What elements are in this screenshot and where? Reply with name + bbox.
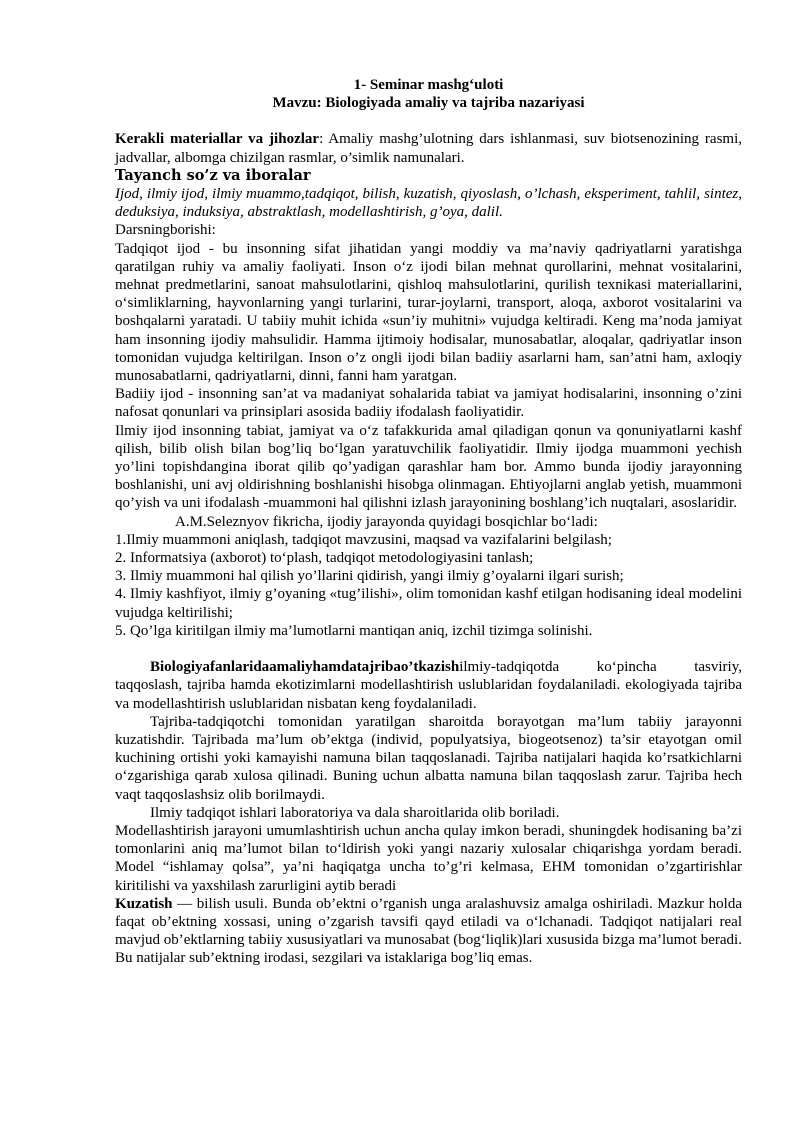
topic-title: Mavzu: Biologiyada amaliy va tajriba nazariyasi — [272, 95, 585, 112]
paragraph-biologiya — [115, 658, 742, 713]
paragraph-ilmiy-tadqiqot: Ilmiy tadqiqot ishlari laboratoriya va dala sharoitlarida olib boriladi. — [150, 804, 560, 821]
step-item: 1.Ilmiy muammoni aniqlash, tadqiqot mavzusini, maqsad va vazifalarini belgilash; — [115, 531, 612, 548]
paragraph-tadqiqot-ijod: Tadqiqot ijod - bu insonning sifat jihatidan yangi moddiy va ma’naviy qadriyatlarni yaratishga qaratilgan ruhiy va amaliy faoliyati. Inson o‘z ijodi bilan mehnat qurollarini, mehnat vositalarini, mehnat predmetlarini, sanoat mahsulotlarini, qishloq mahsulotlarini, qurilish texnikasi materiallarini, o‘simliklarning, hayvonlarning yangi turlarini, turar-joylarni, transport, aloqa, axborot vositalarini va boshqalarni yaratadi. U tabiiy muhit ichida «sun’iy muhitni» vujudga keltiradi. Keng ma’noda jamiyat ham insonning ijodiy mahsulidir. Hamma ijtimoiy hodisalar, munosabatlar, aloqalar, qadriyatlar inson tomonidan vujudga keltirilgan. Inson o’z ongli ijodi bilan badiiy asarlarni ham, san’atni ham, axloqiy munosabatlarni, qadriyatlarni, dinni, fanni ham yaratgan. — [115, 240, 742, 385]
paragraph-modellashtirish: Modellashtirish jarayoni umumlashtirish uchun ancha qulay imkon beradi, shuningdek hodisaning ba’zi tomonlarini aniq ma’lumot bilan to‘ldirish yoki yangi nazariy xulosalar chiqarishga yordam beradi. Model “ishlamay qolsa”, ya’ni haqiqatga uncha to’g’ri kelmasa, EHM tomonidan o’zgartirishlar kiritilishi va yaxshilash zarurligini aytib beradi — [115, 822, 742, 894]
lesson-label: Darsningborishi: — [115, 222, 216, 239]
paragraph-badiiy-ijod: Badiiy ijod - insonning san’at va madaniyat sohalarida tabiat va jamiyat hodisalarini, insonning o’zini nafosat qonunlari va prinsiplari asosida badiiy ifodalash faoliyatidir. — [115, 386, 742, 421]
materials-paragraph — [115, 130, 742, 166]
kuzatish-bold: Kuzatish — [115, 895, 173, 912]
seleznyov-line: A.M.Seleznyov fikricha, ijodiy jarayonda quyidagi bosqichlar bo‘ladi: — [175, 513, 598, 530]
materials-label: Kerakli materiallar va jihozlar — [115, 131, 320, 148]
materials-text: : Amaliy mashg’ulotning dars ishlanmasi, suv biotsenozining rasmi, jadvallar, albomga chizilgan rasmlar, o’simlik namunalari. — [115, 131, 743, 166]
kuzatish-text: — bilish usuli. Bunda ob’ektni o’rganish unga aralashuvsiz amalga oshiriladi. Mazkur holda faqat ob’ektning xossasi, uning o’zgarish tavsifi qayd etiladi va o‘lchanadi. Tadqiqot natijalari real mavjud ob’ektlarning tabiiy xususiyatlari va munosabat (bog‘liqlik)lari xususida bizga ma’lumot beradi. — [115, 895, 742, 949]
step-item: 5. Qo’lga kiritilgan ilmiy ma’lumotlarni mantiqan aniq, izchil tizimga solinishi. — [115, 622, 593, 639]
step-item: 2. Informatsiya (axborot) to‘plash, tadqiqot metodologiyasini tanlash; — [115, 550, 534, 567]
paragraph-last: Bu natijalar sub’ektning irodasi, sezgilari va istaklariga bog’liq emas. — [115, 950, 533, 967]
biologiya-text: ilmiy-tadqiqotda ko‘pincha tasviriy, taqqoslash, tajriba hamda ekotizimlarni modellashtirish uslublaridan foydalaniladi. ekologiyada tajriba va modellashtirish uslublaridan nisbatan keng foydalaniladi. — [115, 659, 742, 712]
keywords-heading: Tayanch so’z va iboralar — [115, 166, 311, 184]
biologiya-bold: Biologiyafanlaridaamaliyhamdatajribao’tkazish — [150, 659, 460, 676]
paragraph-tajriba: Tajriba-tadqiqotchi tomonidan yaratilgan sharoitda borayotgan ma’lum tabiiy jarayonni kuzatishdir. Tajribada ma’lum ob’ektga (individ, populyatsiya, biogeotsenoz) ta’sir etayotgan omil kuchining ortishi yoki kamayishi namuna bilan taqqoslanadi. Tajriba natijalari haqida ko’rsatkichlarni o‘zgarishiga qarab xulosa qilinadi. Buning uchun albatta namuna bilan taqqoslash zarur. Tajriba hech vaqt taqqoslashsiz olib borilmaydi. — [115, 713, 742, 803]
keywords-text: Ijod, ilmiy ijod, ilmiy muammo,tadqiqot, bilish, kuzatish, qiyoslash, o’lchash, eksperiment, tahlil, sintez, deduksiya, induksiya, abstraktlash, modellashtirish, g’oya, dalil. — [115, 186, 742, 221]
step-item: 4. Ilmiy kashfiyot, ilmiy g’oyaning «tug’ilishi», olim tomonidan kashf etilgan hodisaning ideal modelini vujudga keltirilishi; — [115, 586, 743, 621]
step-item: 3. Ilmiy muammoni hal qilish yo’llarini qidirish, yangi ilmiy g’oyalarni ilgari surish; — [115, 568, 624, 585]
paragraph-kuzatish — [115, 895, 742, 950]
paragraph-ilmiy-ijod: Ilmiy ijod insonning tabiat, jamiyat va o‘z tafakkurida amal qiladigan qonun va qonuniyatlarni kashf qilish, bilib olish bilan bog’liq bo‘lgan yaratuvchilik faoliyatidir. Ilmiy ijodga muammoni yechish yo’lini topishdangina iborat qilib qo’yadigan qarashlar ham bor. Ammo bunda ijodiy jarayonning boshlanishi, uni avj oldirishning boshlanishi hisobga olinmagan. Ehtiyojlarni anglab yetish, muammoni qo’yish va uni ifodalash -muammoni hal qilishni izlash jarayonining boshlang’ich nuqtalari, asoslaridir. — [115, 422, 742, 512]
seminar-title: 1- Seminar mashg‘uloti — [353, 77, 504, 93]
document-page — [115, 76, 742, 968]
